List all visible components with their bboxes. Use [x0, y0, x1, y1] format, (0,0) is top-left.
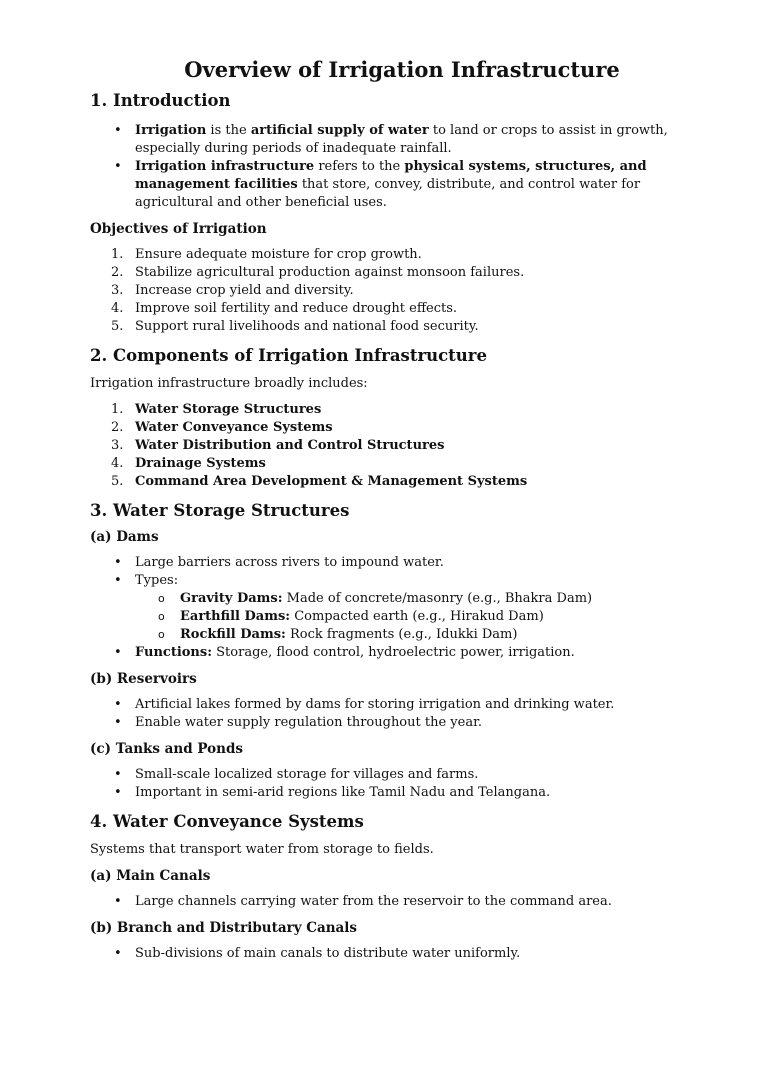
list-item: 1. Ensure adequate moisture for crop growth. — [111, 247, 422, 262]
list-item: • Irrigation is the artificial supply of water to land or crops to assist in growth, especially during periods of inadequate rainfall. — [90, 122, 714, 158]
list-item: 3. Water Distribution and Control Structures — [111, 438, 445, 453]
components-intro: Irrigation infrastructure broadly includes: — [90, 376, 368, 391]
main-canals-list — [90, 893, 714, 911]
list-item: • Important in semi-arid regions like Tamil Nadu and Telangana. — [90, 784, 714, 802]
section-heading-storage: 3. Water Storage Structures — [90, 501, 350, 520]
document-page — [0, 57, 768, 963]
document-title: Overview of Irrigation Infrastructure — [184, 57, 620, 82]
subheading-reservoirs: (b) Reservoirs — [90, 671, 197, 687]
list-item: • Small-scale localized storage for villages and farms. — [90, 766, 714, 784]
list-item: • Enable water supply regulation throughout the year. — [90, 714, 714, 732]
list-item: 2. Stabilize agricultural production against monsoon failures. — [111, 265, 525, 280]
list-item: 1. Water Storage Structures — [111, 402, 322, 417]
objectives-list — [90, 246, 714, 336]
list-item: • Irrigation infrastructure refers to the physical systems, structures, and management facilities that store, convey, distribute, and control water for agricultural and other beneficial uses. — [90, 158, 714, 212]
dam-types-list — [90, 590, 714, 644]
list-item: 5. Support rural livelihoods and national food security. — [111, 319, 479, 334]
tanks-list — [90, 766, 714, 802]
branch-canals-list — [90, 945, 714, 963]
list-item: • Large channels carrying water from the reservoir to the command area. — [90, 893, 714, 911]
list-item: • Large barriers across rivers to impound water. — [90, 554, 714, 572]
section-heading-introduction: 1. Introduction — [90, 91, 231, 110]
list-item: o Rockfill Dams: Rock fragments (e.g., Idukki Dam) — [158, 627, 518, 642]
list-item: o Earthfill Dams: Compacted earth (e.g., Hirakud Dam) — [158, 609, 544, 624]
subheading-dams: (a) Dams — [90, 529, 159, 545]
components-list — [90, 401, 714, 491]
list-item: • Types: — [90, 572, 714, 590]
list-item: 2. Water Conveyance Systems — [111, 420, 333, 435]
section-heading-components: 2. Components of Irrigation Infrastructure — [90, 346, 487, 365]
list-item: 4. Drainage Systems — [111, 456, 266, 471]
dams-list — [90, 554, 714, 590]
reservoirs-list — [90, 696, 714, 732]
subheading-branch-canals: (b) Branch and Distributary Canals — [90, 920, 358, 936]
introduction-list — [90, 122, 714, 212]
list-item: • Sub-divisions of main canals to distribute water uniformly. — [90, 945, 714, 963]
subheading-tanks: (c) Tanks and Ponds — [90, 741, 244, 757]
dams-functions-list — [90, 644, 714, 662]
list-item: o Gravity Dams: Made of concrete/masonry (e.g., Bhakra Dam) — [158, 591, 593, 606]
section-heading-conveyance: 4. Water Conveyance Systems — [90, 812, 364, 831]
subheading-main-canals: (a) Main Canals — [90, 868, 211, 884]
conveyance-intro: Systems that transport water from storage to fields. — [90, 842, 434, 857]
list-item: 5. Command Area Development & Management Systems — [111, 474, 528, 489]
list-item: • Functions: Storage, flood control, hydroelectric power, irrigation. — [90, 644, 714, 662]
subheading-objectives: Objectives of Irrigation — [90, 221, 267, 237]
list-item: 3. Increase crop yield and diversity. — [111, 283, 354, 298]
list-item: • Artificial lakes formed by dams for storing irrigation and drinking water. — [90, 696, 714, 714]
list-item: 4. Improve soil fertility and reduce drought effects. — [111, 301, 458, 316]
